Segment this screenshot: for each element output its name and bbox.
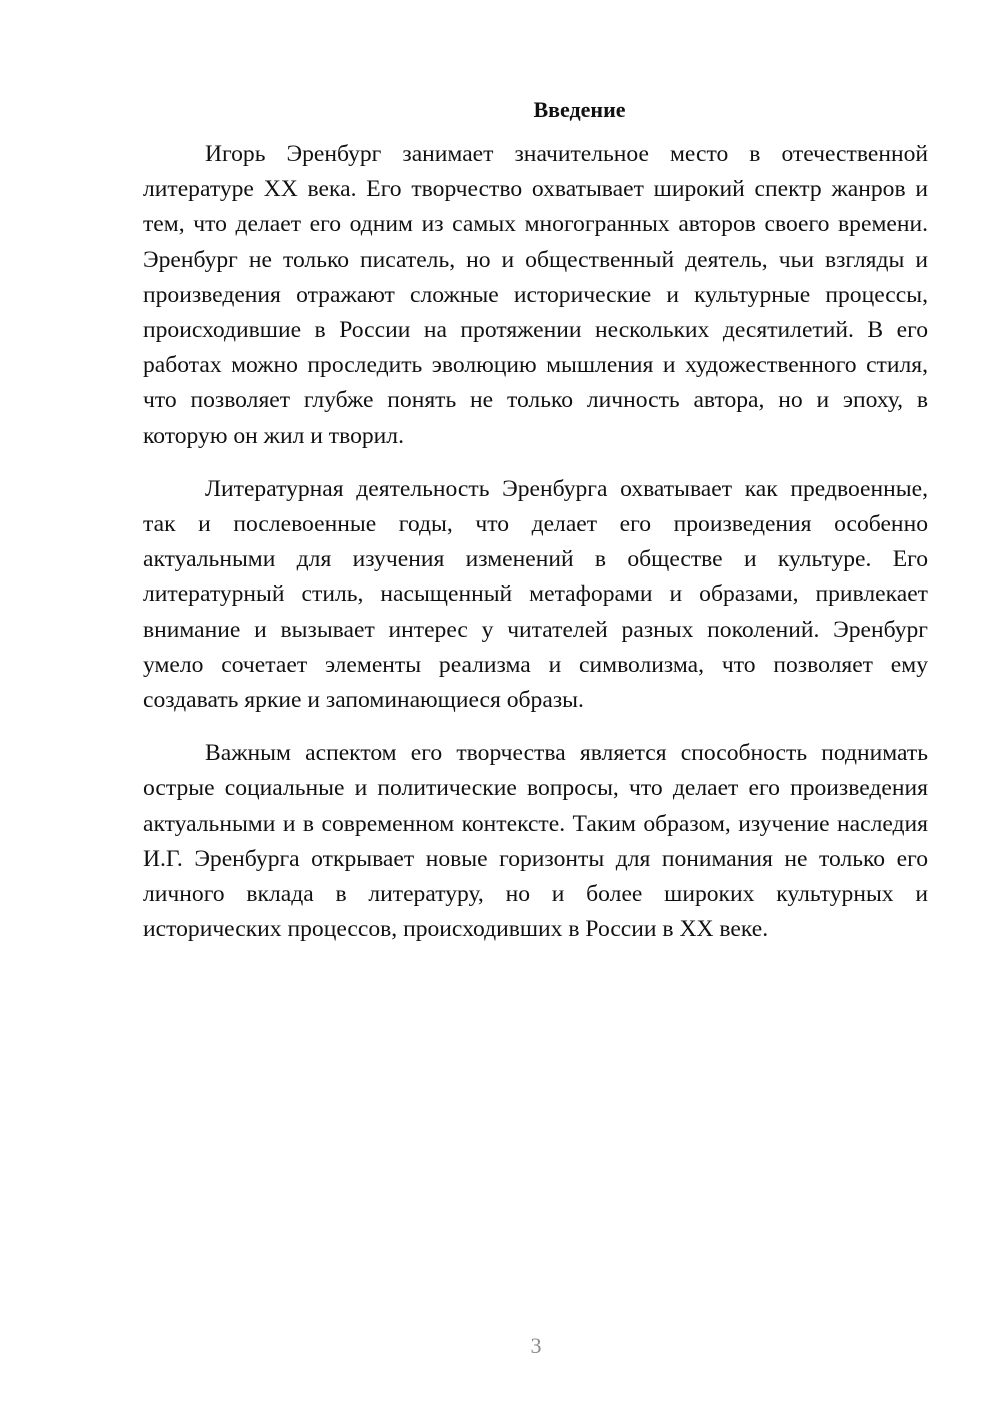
page-content xyxy=(143,92,928,965)
section-title: Введение xyxy=(533,97,626,122)
paragraph-3: Важным аспектом его творчества является способность поднимать острые социальные и политические вопросы, что делает его произведения актуальными и в современном контексте. Таким образом, изучение наследия И.Г. Эренбурга открывает новые горизонты для понимания не только его личного вклада в литературу, но и более широких культурных и исторических процессов, происходивших в России в XX веке. xyxy=(143,740,928,943)
page-number: 3 xyxy=(530,1333,542,1358)
paragraph-2: Литературная деятельность Эренбурга охватывает как предвоенные, так и послевоенные годы, что делает его произведения особенно актуальными для изучения изменений в обществе и культуре. Его литературный стиль, насыщенный метафорами и образами, привлекает внимание и вызывает интерес у читателей разных поколений. Эренбург умело сочетает элементы реализма и символизма, что позволяет ему создавать яркие и запоминающиеся образы. xyxy=(143,475,928,714)
paragraph-1: Игорь Эренбург занимает значительное место в отечественной литературе XX века. Его творчество охватывает широкий спектр жанров и тем, что делает его одним из самых многогранных авторов своего времени. Эренбург не только писатель, но и общественный деятель, чьи взгляды и произведения отражают сложные исторические и культурные процессы, происходившие в России на протяжении нескольких десятилетий. В его работах можно проследить эволюцию мышления и художественного стиля, что позволяет глубже понять не только личность автора, но и эпоху, в которую он жил и творил. xyxy=(143,141,928,449)
